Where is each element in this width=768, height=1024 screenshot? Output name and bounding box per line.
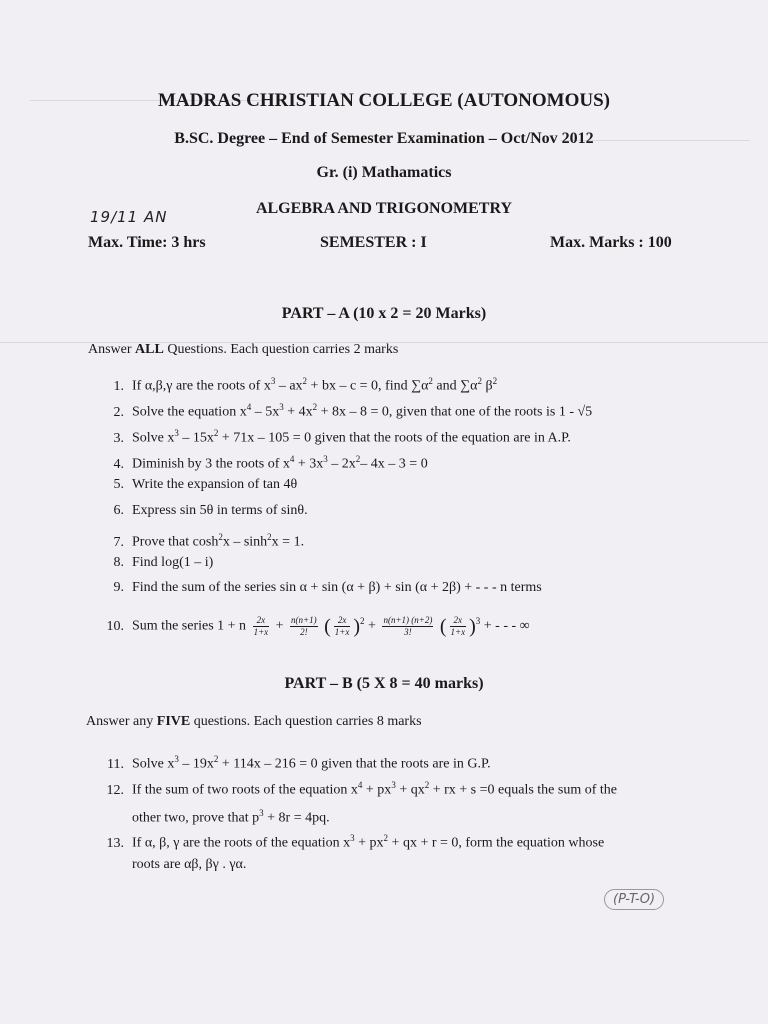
question-number: 9.	[113, 580, 124, 595]
question-number: 5.	[113, 477, 124, 492]
question-text: and ∑α	[432, 378, 478, 394]
exponent: 2	[213, 428, 219, 438]
question-text: other two, prove that p	[132, 810, 260, 826]
instruction-text: Questions. Each question carries 2 marks	[163, 342, 399, 357]
question-text: Express sin 5θ in terms of sinθ.	[132, 503, 308, 518]
question-number: 13.	[106, 835, 124, 851]
question-text: Sum the series 1 + n	[132, 618, 247, 634]
question-4	[100, 450, 428, 474]
exponent: 2	[477, 376, 482, 386]
fraction	[334, 615, 351, 638]
question-number: 3.	[113, 430, 124, 446]
question-number: 2.	[113, 404, 124, 420]
question-text: – ax	[275, 378, 303, 394]
exponent: 2	[428, 376, 433, 386]
question-number: 10.	[106, 618, 124, 634]
exponent: 2	[355, 454, 361, 464]
fraction	[253, 615, 270, 638]
fraction-denominator: 1+x	[334, 626, 350, 637]
question-11	[100, 750, 491, 774]
question-text: roots are αβ, βγ . γα.	[132, 857, 247, 872]
question-1	[100, 372, 497, 396]
exponent: 2	[267, 532, 272, 542]
exponent: 2	[360, 616, 365, 626]
question-5	[100, 476, 297, 494]
handwritten-date: 19/11 AN	[90, 208, 168, 226]
question-13	[100, 829, 604, 853]
question-text: – 5x	[251, 404, 280, 420]
question-text: + 71x – 105 = 0 given that the roots of the equation are in A.P.	[218, 430, 571, 446]
fraction	[382, 615, 433, 638]
exponent: 2	[302, 376, 308, 386]
series-tail: + - - - ∞	[483, 618, 530, 634]
instruction-text: Answer any	[86, 714, 157, 729]
question-text: If the sum of two roots of the equation x	[132, 782, 358, 798]
instruction-emphasis: FIVE	[156, 714, 191, 729]
question-7	[100, 528, 304, 552]
exponent: 3	[270, 376, 276, 386]
question-text: – 15x	[178, 430, 214, 446]
exponent: 3	[174, 754, 179, 764]
question-number: 4.	[113, 456, 124, 472]
max-marks: Max. Marks : 100	[550, 234, 672, 251]
question-number: 6.	[113, 503, 124, 518]
fraction-denominator: 2!	[300, 626, 308, 637]
question-text: If α, β, γ are the roots of the equation x	[132, 835, 351, 851]
question-text: x – sinh	[222, 534, 268, 550]
exponent: 2	[218, 532, 223, 542]
question-number: 1.	[113, 378, 124, 394]
question-text: Solve x	[132, 756, 175, 772]
question-text: – 19x	[178, 756, 214, 772]
fraction-numerator: 2x	[334, 615, 351, 627]
paren-close: )	[469, 615, 476, 638]
exponent: 4	[246, 402, 252, 412]
question-text: + px	[362, 782, 392, 798]
question-12	[100, 776, 617, 800]
question-text: + 8r = 4pq.	[263, 810, 330, 826]
question-text: β	[481, 378, 493, 394]
exponent: 2	[213, 754, 219, 764]
question-text: + qx + r = 0, form the equation whose	[388, 835, 605, 851]
question-text: + qx	[395, 782, 425, 798]
part-b-instruction	[86, 714, 422, 730]
please-turn-over-note: (P-T-O)	[604, 889, 664, 910]
max-time: Max. Time: 3 hrs	[88, 234, 206, 251]
question-text: x = 1.	[271, 534, 305, 550]
exponent: 3	[279, 402, 284, 412]
question-text: Find the sum of the series sin α + sin (α + β) + sin (α + 2β) + - - - n terms	[132, 580, 542, 595]
question-text: Write the expansion of tan 4θ	[132, 477, 298, 492]
question-text: – 4x – 3 = 0	[360, 456, 428, 472]
instruction-text: questions. Each question carries 8 marks	[190, 714, 422, 729]
operator: +	[368, 618, 376, 634]
college-name: MADRAS CHRISTIAN COLLEGE (AUTONOMOUS)	[157, 90, 610, 111]
semester: SEMESTER : I	[320, 234, 427, 251]
question-text: + 4x	[283, 404, 313, 420]
fraction-numerator: n(n+1)	[291, 614, 317, 625]
exponent: 2	[312, 402, 318, 412]
question-6	[100, 502, 308, 520]
question-text: If α,β,γ are the roots of x	[132, 378, 271, 394]
question-text: Solve the equation x	[132, 404, 247, 420]
question-number: 11.	[107, 756, 124, 772]
question-text: + rx + s =0 equals the sum of the	[429, 782, 617, 798]
instruction-emphasis: ALL	[135, 342, 164, 357]
fraction-numerator: 2x	[450, 615, 467, 627]
question-number: 7.	[113, 534, 124, 550]
question-13-continued	[132, 856, 246, 874]
exponent: 4	[357, 780, 363, 790]
question-9	[100, 579, 542, 597]
exponent: 2	[492, 376, 498, 386]
question-text: Prove that cosh	[132, 534, 219, 550]
fraction-numerator: n(n+1) (n+2)	[383, 614, 433, 625]
exam-title: B.SC. Degree – End of Semester Examination – Oct/Nov 2012	[174, 130, 594, 147]
question-3	[100, 424, 571, 448]
exponent: 4	[289, 454, 295, 464]
exponent: 3	[259, 808, 264, 818]
question-text: Diminish by 3 the roots of x	[132, 456, 290, 472]
group-name: Gr. (i) Mathamatics	[316, 164, 452, 181]
question-text: + 3x	[294, 456, 324, 472]
fraction-denominator: 3!	[404, 626, 412, 637]
exponent: 2	[424, 780, 430, 790]
exponent: 2	[383, 833, 389, 843]
exponent: 3	[391, 780, 396, 790]
exponent: 3	[174, 428, 179, 438]
question-text: + 114x – 216 = 0 given that the roots are in G.P.	[218, 756, 491, 772]
instruction-text: Answer	[88, 342, 136, 357]
question-text: Find log(1 – i)	[132, 555, 214, 570]
question-text: Solve x	[132, 430, 175, 446]
question-text: + bx – c = 0, find ∑α	[307, 378, 429, 394]
part-a-instruction	[88, 342, 398, 358]
question-2	[100, 398, 592, 422]
exponent: 3	[350, 833, 355, 843]
fraction	[290, 615, 318, 638]
question-10	[100, 612, 530, 638]
exponent: 3	[475, 616, 481, 626]
question-8	[100, 554, 213, 572]
subject-title: ALGEBRA AND TRIGONOMETRY	[255, 200, 513, 217]
question-number: 12.	[106, 782, 124, 798]
paren-open: (	[324, 615, 331, 638]
fraction-denominator: 1+x	[450, 626, 466, 637]
part-a-title: PART – A (10 x 2 = 20 Marks)	[281, 305, 487, 322]
question-text: – 2x	[327, 456, 356, 472]
fraction	[450, 615, 467, 638]
fraction-denominator: 1+x	[253, 626, 269, 637]
fraction-numerator: 2x	[253, 615, 270, 627]
paren-open: (	[439, 615, 447, 638]
part-b-title: PART – B (5 X 8 = 40 marks)	[284, 675, 484, 692]
operator: +	[275, 618, 284, 634]
question-text: + 8x – 8 = 0, given that one of the roots is 1 - √5	[317, 404, 593, 420]
exponent: 3	[323, 454, 328, 464]
question-text: + px	[354, 835, 384, 851]
question-number: 8.	[113, 555, 124, 570]
paren-close: )	[353, 615, 361, 638]
question-12-continued	[132, 804, 330, 828]
